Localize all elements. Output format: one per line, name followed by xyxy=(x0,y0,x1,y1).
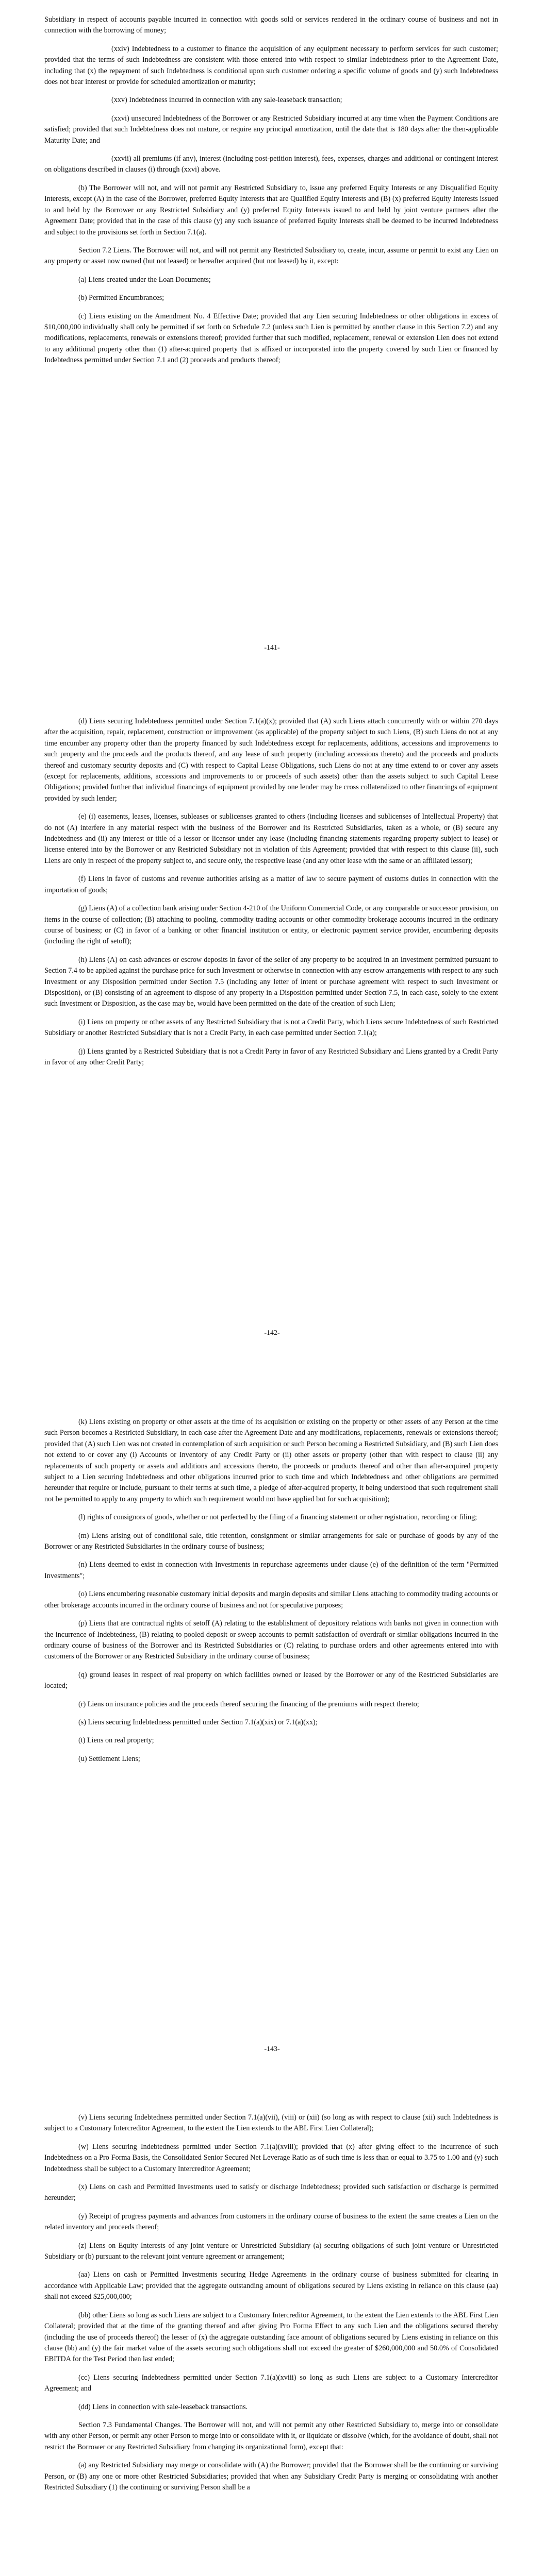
page-body xyxy=(44,14,498,374)
clause-7-2-x: (x) Liens on cash and Permitted Investments used to satisfy or discharge Indebtedness; provided such satisfaction or discharge is permitted hereunder; xyxy=(44,2183,498,2202)
clause-7-2-y: (y) Receipt of progress payments and advances from customers in the ordinary course of business to the extent the same creates a Lien on the related inventory and proceeds thereof; xyxy=(44,2212,498,2232)
paragraph-xxvii: (xxvii) all premiums (if any), interest (including post-petition interest), fees, expenses, charges and additional or contingent interest on obligations described in clauses (i) through (xxvi) above. xyxy=(44,155,498,174)
clause-7-2-t: (t) Liens on real property; xyxy=(78,1736,154,1745)
paragraph-xxvi: (xxvi) unsecured Indebtedness of the Borrower or any Restricted Subsidiary incurred at any time when the Payment Conditions are satisfied; provided that such Indebtedness does not mature, or require any principal amortization, until the date that is 180 days after the then-applicable Maturity Date; and xyxy=(44,114,498,145)
clause-7-2-k: (k) Liens existing on property or other assets at the time of its acquisition or existing on the property or other assets of any Person at the time such Person becomes a Restricted Subsidiary, in each case after the Agreement Date and any modifications, replacements, renewals or extensions thereof; provided that (A) such Lien was not created in contemplation of such acquisition or such Person becoming a Restricted Subsidiary, and (B) such Lien does not extend to or cover any (i) Accounts or Inventory of any Credit Party or (ii) other assets or property (other than with respect to clause (ii) any replacements of such property or assets and additions and accessions thereto, the proceeds or products thereof and other than after-acquired property subject to a Lien securing Indebtedness and other obligations incurred prior to such time and which Indebtedness and other obligations are permitted hereunder that require or include, pursuant to their terms at such time, a pledge of after-acquired property, it being understood that such requirement shall not be permitted to apply to any property to which such requirement would not have applied but for such acquisition); xyxy=(44,1418,498,1503)
clause-7-2-aa: (aa) Liens on cash or Permitted Investments securing Hedge Agreements in the ordinary course of business submitted for clearing in accordance with Applicable Law; provided that the aggregate outstanding amount of obligations secured by Liens existing in reliance on this clause (aa) shall not exceed $25,000,000; xyxy=(44,2270,498,2301)
clause-7-2-i: (i) Liens on property or other assets of any Restricted Subsidiary that is not a Credit Party, which Liens secure Indebtedness of such Restricted Subsidiary or another Restricted Subsidiary that is not a Credit Party, in each case permitted under Section 7.1(a); xyxy=(44,1018,498,1038)
clause-7-2-e: (e) (i) easements, leases, licenses, subleases or sublicenses granted to others (including licenses and sublicenses of Intellectual Property) that do not (A) interfere in any material respect with the business of the Borrower and its Restricted Subsidiaries, taken as a whole, or (B) secure any Indebtedness and (ii) any interest or title of a lessor or licensor under any lease (including financing statements regarding property subject to lease) or license entered into by the Borrower or any Restricted Subsidiary not in violation of this Agreement; provided that with respect to this clause (ii), such Liens are only in respect of the property subject to, and secure only, the respective lease (and any other lease with the same or an affiliated lessor); xyxy=(44,812,498,865)
clause-7-2-c: (c) Liens existing on the Amendment No. 4 Effective Date; provided that any Lien securing Indebtedness or other obligations in excess of $10,000,000 individually shall only be permitted if set forth on Schedule 7.2 (unless such Lien is permitted by another clause in this Section 7.2) and any modifications, replacements, renewals or extensions thereof; provided further that such modified, replacement, renewal or extension Lien does not extend to any additional property other than (1) after-acquired property that is affixed or incorporated into the property covered by such Lien or financed by Indebtedness permitted under Section 7.1 and (2) proceeds and products thereof; xyxy=(44,312,498,365)
clause-7-2-cc: (cc) Liens securing Indebtedness permitted under Section 7.1(a)(xviii) so long as such Liens are subject to a Customary Intercreditor Agreement; and xyxy=(44,2373,498,2393)
clause-7-2-v: (v) Liens securing Indebtedness permitted under Section 7.1(a)(vii), (viii) or (xii) (so long as with respect to clause (xii) such Indebtedness is subject to a Customary Intercreditor Agreement, to the extent the Lien extends to the ABL First Lien Collateral); xyxy=(44,2113,498,2133)
clause-7-2-l: (l) rights of consignors of goods, whether or not perfected by the filing of a financing statement or other registration, recording or filing; xyxy=(78,1513,477,1522)
clause-7-2-q: (q) ground leases in respect of real property on which facilities owned or leased by the Borrower or any of the Restricted Subsidiaries are located; xyxy=(44,1670,498,1690)
page-body xyxy=(44,1417,498,1772)
paragraph-b-preferred-equity: (b) The Borrower will not, and will not permit any Restricted Subsidiary to, issue any preferred Equity Interests or any Disqualified Equity Interests, except (A) in the case of the Borrower, preferred Equity Interests that are Qualified Equity Interests and (B) (x) preferred Equity Interests issued to and held by the Borrower or any Restricted Subsidiary and (y) preferred Equity Interests issued to and held by joint venture partners after the Agreement Date; provided that in the case of this clause (y) any such issuance of preferred Equity Interests shall be deemed to be incurred Indebtedness and subject to the provisions set forth in Section 7.1(a). xyxy=(44,183,498,236)
clause-7-2-u: (u) Settlement Liens; xyxy=(78,1754,140,1763)
clause-7-2-a: (a) Liens created under the Loan Documents; xyxy=(78,275,211,284)
clause-7-2-f: (f) Liens in favor of customs and revenue authorities arising as a matter of law to secure payment of customs duties in connection with the importation of goods; xyxy=(44,875,498,894)
clause-7-2-n: (n) Liens deemed to exist in connection with Investments in repurchase agreements under clause (e) of the definition of the term "Permitted Investments"; xyxy=(44,1561,498,1580)
page-number: -141- xyxy=(264,644,280,652)
clause-7-2-b: (b) Permitted Encumbrances; xyxy=(78,294,164,302)
clause-7-2-dd: (dd) Liens in connection with sale-leaseback transactions. xyxy=(78,2402,248,2411)
paragraph-xxiv: (xxiv) Indebtedness to a customer to finance the acquisition of any equipment necessary to perform services for such customer; provided that the terms of such Indebtedness are consistent with those entered into with respect to similar Indebtedness prior to the Agreement Date, including that (x) the repayment of such Indebtedness is conditional upon such customer ordering a specific volume of goods and (y) such Indebtedness does not bear interest or provide for scheduled amortization or maturity; xyxy=(44,44,498,87)
page-number: -142- xyxy=(264,1329,280,1337)
clause-7-2-j: (j) Liens granted by a Restricted Subsidiary that is not a Credit Party in favor of any Restricted Subsidiary and Liens granted by a Credit Party in favor of any other Credit Party; xyxy=(44,1047,498,1066)
clause-7-2-z: (z) Liens on Equity Interests of any joint venture or Unrestricted Subsidiary (a) securing obligations of such joint venture or Unrestricted Subsidiary or (b) pursuant to the relevant joint venture agreement or arrangement; xyxy=(44,2241,498,2261)
clause-7-2-d: (d) Liens securing Indebtedness permitted under Section 7.1(a)(x); provided that (A) such Liens attach concurrently with or within 270 days after the acquisition, repair, replacement, construction or improvement (as applicable) of the property subject to such Liens, (B) such Liens do not at any time encumber any property other than the property financed by such Indebtedness except for replacements, additions, accessions and improvements to such property and the proceeds and the products thereof, and any lease of such property (including accessions thereto) and the proceeds and products thereof and customary security deposits and (C) with respect to Capital Lease Obligations, such Liens do not at any time extend to or cover any assets (except for replacements, additions, accessions and improvements to or proceeds of such assets) other than the assets subject to such Capital Lease Obligations; provided further that individual financings of equipment provided by one lender may be cross collateralized to other financings of equipment provided by such lender; xyxy=(44,717,498,803)
clause-7-2-p: (p) Liens that are contractual rights of setoff (A) relating to the establishment of depository relations with banks not given in connection with the incurrence of Indebtedness, (B) relating to pooled deposit or sweep accounts to permit satisfaction of overdraft or similar obligations incurred in the ordinary course of business of the Borrower and its Restricted Subsidiaries or (C) relating to purchase orders and other agreements entered into with customers of the Borrower or any Restricted Subsidiary in the ordinary course of business; xyxy=(44,1619,498,1661)
section-7-2-heading: Section 7.2 Liens. The Borrower will not, and will not permit any Restricted Subsidiary to, create, incur, assume or permit to exist any Lien on any property or asset now owned (but not leased) or hereafter acquired (but not leased) by it, except: xyxy=(44,246,498,266)
clause-7-2-bb: (bb) other Liens so long as such Liens are subject to a Customary Intercreditor Agreement, to the extent the Lien extends to the ABL First Lien Collateral; provided that at the time of the granting thereof and after giving Pro Forma Effect to any such Lien and the obligations secured thereby (including the use of proceeds thereof) the lesser of (x) the aggregate outstanding face amount of obligations secured by Liens existing in reliance on this clause (bb) and (y) the fair market value of the assets securing such obligations shall not exceed the greater of $260,000,000 and 50.0% of Consolidated EBITDA for the Test Period then last ended; xyxy=(44,2311,498,2364)
clause-7-2-s: (s) Liens securing Indebtedness permitted under Section 7.1(a)(xix) or 7.1(a)(xx); xyxy=(78,1718,318,1726)
clause-7-2-g: (g) Liens (A) of a collection bank arising under Section 4-210 of the Uniform Commercial Code, or any comparable or successor provision, on items in the course of collection; (B) attaching to pooling, commodity trading accounts or other commodity brokerage accounts incurred in the ordinary course of business; or (C) in favor of a banking or other financial institution or entity, or electronic payment service provider, encumbering deposits (including the right of setoff); xyxy=(44,904,498,946)
clause-7-2-h: (h) Liens (A) on cash advances or escrow deposits in favor of the seller of any property to be acquired in an Investment permitted pursuant to Section 7.4 to be applied against the purchase price for such Investment or otherwise in connection with any escrow arrangements with respect to any such Investment or any Disposition permitted under Section 7.5 (including any letter of intent or purchase agreement with respect to such Investment or Disposition), or (B) consisting of an agreement to dispose of any property in a Disposition permitted under Section 7.5, in each case, solely to the extent such Investment or Disposition, as the case may be, would have been permitted on the date of the creation of such Lien; xyxy=(44,955,498,1008)
page-number: -143- xyxy=(264,2045,280,2053)
paragraph-xxiii-continued: Subsidiary in respect of accounts payable incurred in connection with goods sold or services rendered in the ordinary course of business and not in connection with the borrowing of money; xyxy=(44,15,498,35)
clause-7-2-w: (w) Liens securing Indebtedness permitted under Section 7.1(a)(xviii); provided that (x) after giving effect to the incurrence of such Indebtedness on a Pro Forma Basis, the Consolidated Senior Secured Net Leverage Ratio as of such time is less than or equal to 3.75 to 1.00 and (y) such Indebtedness shall be subject to a Customary Intercreditor Agreement; xyxy=(44,2142,498,2173)
section-7-3-heading: Section 7.3 Fundamental Changes. The Borrower will not, and will not permit any other Restricted Subsidiary to, merge into or consolidate with any other Person, or permit any other Person to merge into or consolidate with it, or liquidate or dissolve (which, for the avoidance of doubt, shall not restrict the Borrower or any Restricted Subsidiary from changing its organizational form), except that: xyxy=(44,2420,498,2451)
paragraph-xxv: (xxv) Indebtedness incurred in connection with any sale-leaseback transaction; xyxy=(111,96,342,105)
clause-7-2-r: (r) Liens on insurance policies and the proceeds thereof securing the financing of the premiums with respect thereto; xyxy=(78,1700,419,1708)
page-body xyxy=(44,716,498,1075)
clause-7-3-a: (a) any Restricted Subsidiary may merge or consolidate with (A) the Borrower; provided that the Borrower shall be the continuing or surviving Person, or (B) any one or more other Restricted Subsidiaries; provided that when any Subsidiary Credit Party is merging or consolidating with another Restricted Subsidiary (1) the continuing or surviving Person shall be a xyxy=(44,2461,498,2492)
page-body xyxy=(44,2112,498,2500)
clause-7-2-o: (o) Liens encumbering reasonable customary initial deposits and margin deposits and similar Liens attaching to commodity trading accounts or other brokerage accounts incurred in the ordinary course of business and not for speculative purposes; xyxy=(44,1590,498,1609)
clause-7-2-m: (m) Liens arising out of conditional sale, title retention, consignment or similar arrangements for sale or purchase of goods by any of the Borrower or any Restricted Subsidiaries in the ordinary course of business; xyxy=(44,1531,498,1551)
